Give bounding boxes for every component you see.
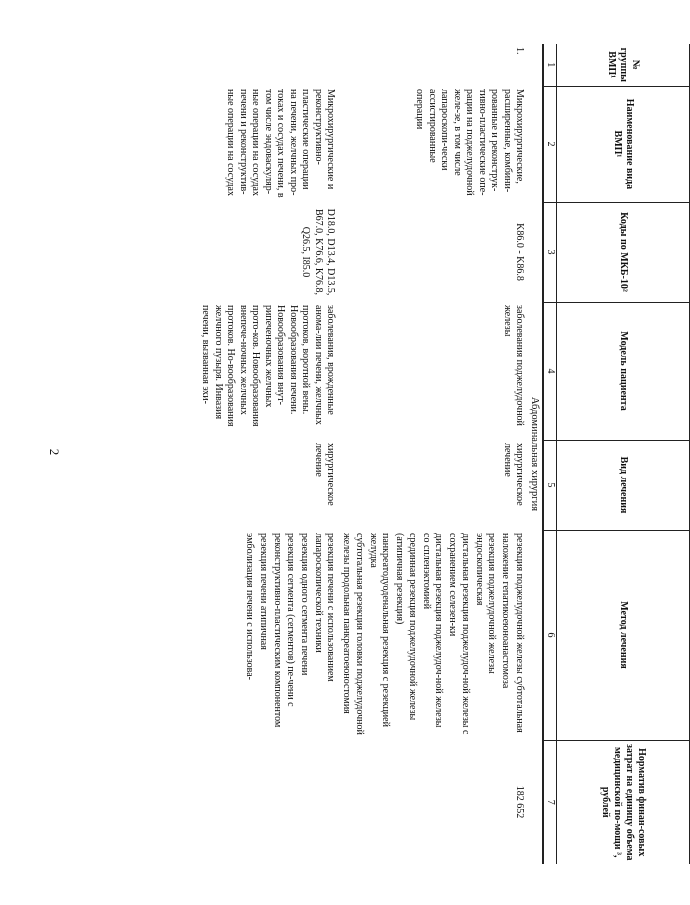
- header-icd-codes: Коды по МКБ-10²: [557, 202, 690, 302]
- cost-norm: [199, 740, 339, 864]
- vmp-table: [199, 44, 690, 864]
- column-number: 6: [543, 530, 557, 740]
- group-number: 1.: [514, 47, 526, 55]
- treatment-method: резекция поджелудочной железы эндоскопическая: [474, 533, 498, 674]
- group-number: [199, 44, 339, 86]
- treatment-method: резекция печени с использованием лапароскопической техники: [313, 533, 337, 682]
- column-number-row: [543, 44, 557, 864]
- treatment-method: резекция сегмента (сегментов) пе-чени с реконструктивно-пластическим компонентом: [272, 533, 296, 728]
- column-number: 5: [543, 440, 557, 530]
- section-row: [528, 44, 544, 864]
- treatment-method: дистальная резекция поджелудоч-ной железы со спленэктомией: [421, 533, 445, 728]
- page-number: 2: [47, 448, 62, 456]
- header-patient-model: Модель пациента: [557, 302, 690, 440]
- treatment-method: дистальная резекция поджелудоч-ной железы с сохранением селезен-ки: [447, 533, 471, 735]
- column-number: 1: [543, 44, 557, 86]
- rotated-page: [130, 44, 690, 864]
- patient-model: заболевания, врожденные анома-лии печени, желчных протоков, воротной вены. Новообразования печени. Новообразования внут-рипеченочных желчных прото-ков. Новообразования внепече-ночных желчных протоков. Но-вообразования желчного пузыря. Инвазия печени, вызванная эхи-: [200, 305, 337, 427]
- treatment-method: резекция печени атипичная: [258, 533, 270, 650]
- treatment-method: резекция поджелудочной железы субтотальная: [514, 533, 526, 733]
- treatment-method: срединная резекция поджелудочной железы (атипичная резекция): [394, 533, 418, 721]
- header-treatment-method: Метод лечения: [557, 530, 690, 740]
- table-row: [199, 44, 339, 864]
- header-vmp-name: Наименование вида ВМП¹: [557, 86, 690, 202]
- icd-codes: D18.0, D13.4, D13.5, B67.0, K76.6, K76.8, Q26.5, I85.0: [300, 208, 337, 296]
- section-title: Абдоминальная хирургия: [529, 396, 540, 512]
- treatment-type: хирургическое лечение: [502, 443, 526, 506]
- column-number: 7: [543, 740, 557, 864]
- treatment-method: субтотальная резекция головки поджелудочной железы продольная панкреатоеюностомия: [341, 533, 365, 735]
- treatment-methods: [199, 530, 339, 740]
- column-number: 3: [543, 202, 557, 302]
- table-header-row: [557, 44, 690, 864]
- header-cost-norm: Норматив финан-совых затрат на единицу объема медицинской по-мощи ³, рублей: [557, 740, 690, 864]
- column-number: 2: [543, 86, 557, 202]
- icd-codes: K86.0 - K86.8: [514, 223, 526, 281]
- treatment-method: эмболизация печени с использова-: [244, 533, 256, 680]
- vmp-name: Микрохирургические и реконструктивно-пластические операции на печени, желчных про-токах и сосудах печени, в том числе эндоваскуляр-ные операции на сосудах печени и реконструктив-ные операции на сосудах: [225, 89, 337, 198]
- treatment-type: хирургическое лечение: [313, 443, 337, 506]
- treatment-method: наложение гепатикоеюноанастомоза: [500, 533, 512, 689]
- treatment-method: резекция одного сегмента печени: [299, 533, 310, 676]
- treatment-methods: [339, 530, 528, 740]
- treatment-method: панкреатодуоденальная резекция с резекцией желудка: [368, 533, 392, 727]
- table-row: [339, 44, 528, 864]
- header-treatment-type: Вид лечения: [557, 440, 690, 530]
- cost-norm: 182 652: [514, 785, 526, 819]
- header-group-number: № группы ВМП¹: [557, 44, 690, 86]
- patient-model: заболевания поджелудочной железы: [502, 305, 526, 426]
- column-number: 4: [543, 302, 557, 440]
- vmp-name: Микрохирургические, расширенные, комбини-рованные и реконструк-тивно-пластические опе-рации на поджелудочной желе-зе, в том числе лапароскопи-чески ассистированные операции: [414, 89, 526, 196]
